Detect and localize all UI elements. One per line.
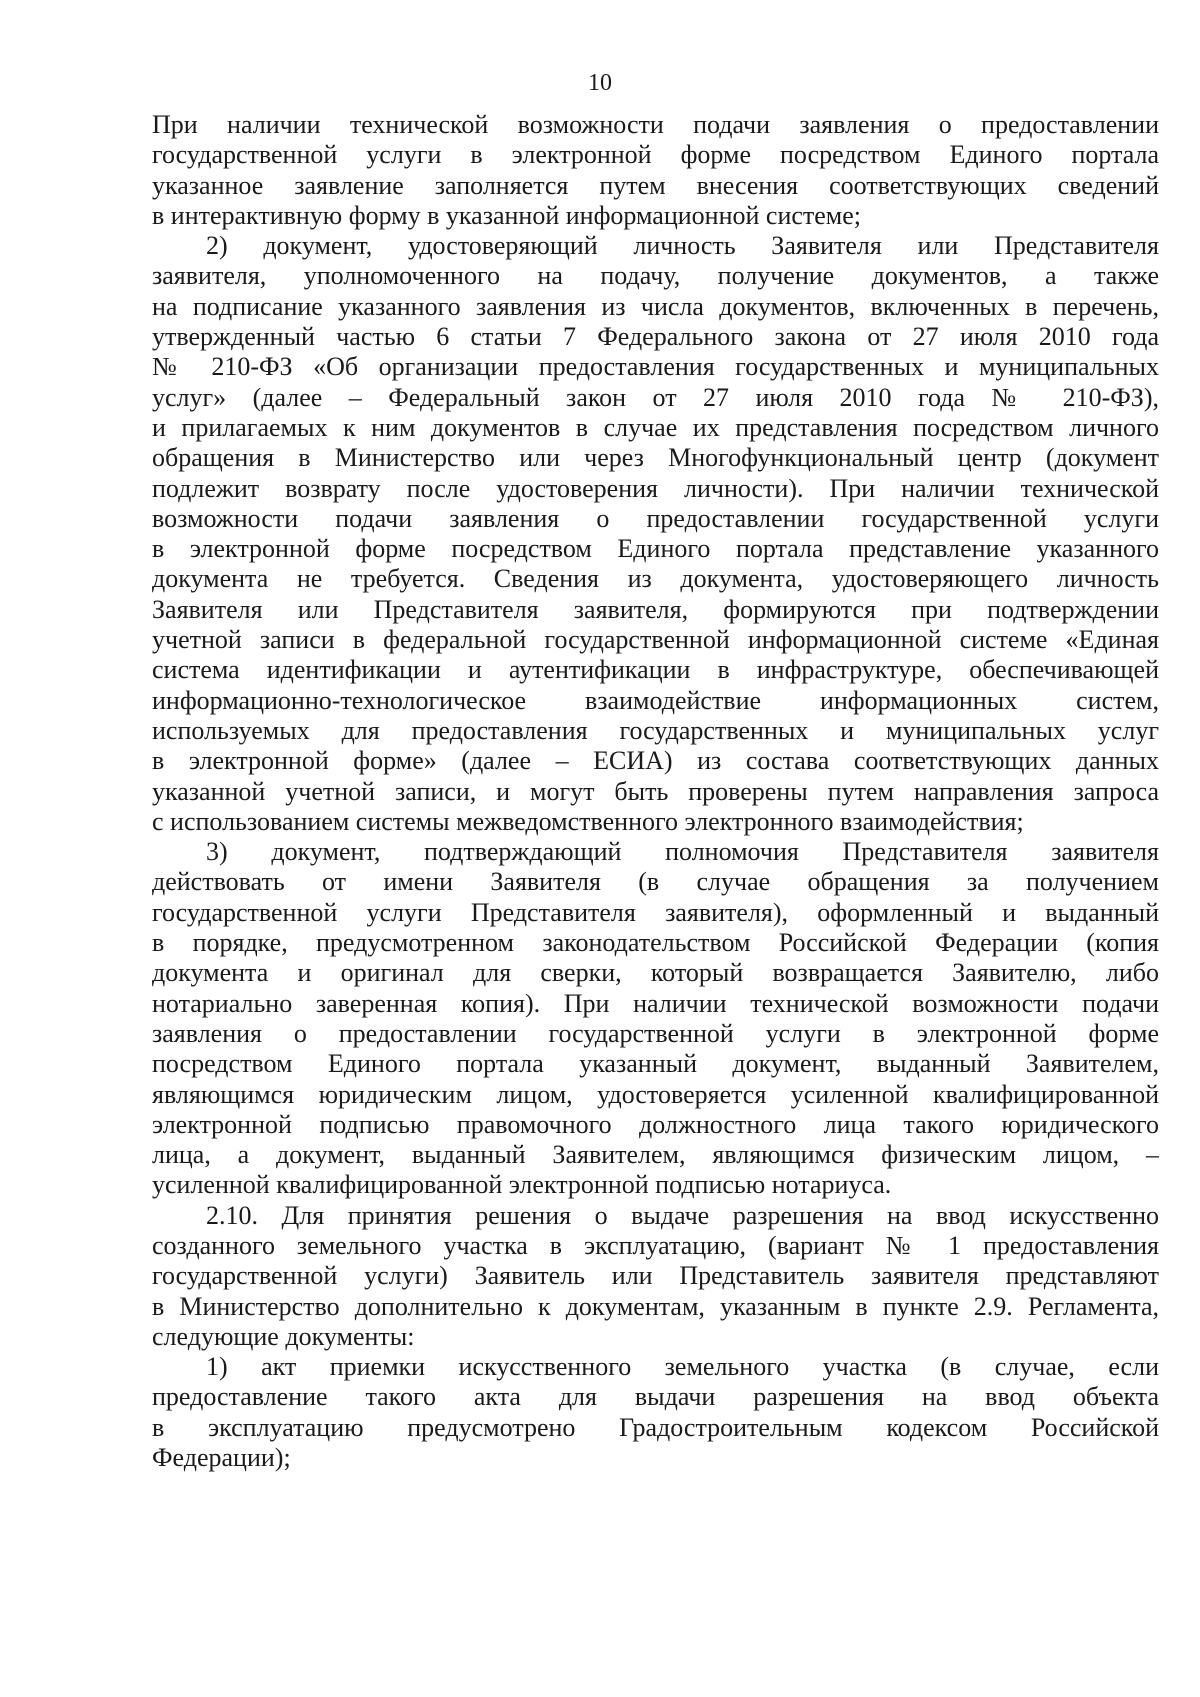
text-line: указанное заявление заполняется путем внесения соответствующих сведений <box>152 170 1159 200</box>
text-line: в электронной форме посредством Единого портала представление указанного <box>152 534 1159 564</box>
text-line: в электронной форме» (далее – ЕСИА) из состава соответствующих данных <box>152 746 1159 776</box>
text-line: указанной учетной записи, и могут быть проверены путем направления запроса <box>152 776 1159 806</box>
text-line: на подписание указанного заявления из числа документов, включенных в перечень, <box>152 291 1159 321</box>
text-line: информационно-технологическое взаимодействие информационных систем, <box>152 685 1159 715</box>
text-line: 2) документ, удостоверяющий личность Заявителя или Представителя <box>206 231 1159 261</box>
text-line: действовать от имени Заявителя (в случае обращения за получением <box>152 867 1159 897</box>
text-line: утвержденный частью 6 статьи 7 Федерального закона от 27 июля 2010 года <box>152 322 1159 352</box>
text-line: При наличии технической возможности подачи заявления о предоставлении <box>152 110 1159 139</box>
text-line: подлежит возврату после удостоверения личности). При наличии технической <box>152 473 1159 503</box>
text-line: используемых для предоставления государственных и муниципальных услуг <box>152 715 1159 745</box>
text-line: учетной записи в федеральной государственной информационной системе «Единая <box>152 625 1159 655</box>
text-line: с использованием системы межведомственного электронного взаимодействия; <box>152 806 1024 836</box>
text-line: являющимся юридическим лицом, удостоверяется усиленной квалифицированной <box>152 1079 1159 1109</box>
text-line: возможности подачи заявления о предоставлении государственной услуги <box>152 503 1159 533</box>
text-line: нотариально заверенная копия). При наличии технической возможности подачи <box>152 988 1159 1018</box>
text-line: государственной услуги) Заявитель или Представитель заявителя представляют <box>152 1261 1159 1291</box>
text-line: посредством Единого портала указанный документ, выданный Заявителем, <box>152 1049 1159 1079</box>
text-line: 3) документ, подтверждающий полномочия Представителя заявителя <box>206 837 1159 867</box>
text-line: в интерактивную форму в указанной информационной системе; <box>152 200 862 230</box>
text-line: документа и оригинал для сверки, который возвращается Заявителю, либо <box>152 958 1159 988</box>
text-line: услуг» (далее – Федеральный закон от 27 июля 2010 года № 210-ФЗ), <box>152 382 1159 412</box>
text-line: № 210-ФЗ «Об организации предоставления государственных и муниципальных <box>152 352 1159 382</box>
page-number: 10 <box>588 70 612 96</box>
text-line: в эксплуатацию предусмотрено Градостроительным кодексом Российской <box>152 1412 1159 1442</box>
text-line: следующие документы: <box>152 1321 415 1351</box>
text-line: предоставление такого акта для выдачи разрешения на ввод объекта <box>152 1382 1159 1412</box>
text-line: лица, а документ, выданный Заявителем, являющимся физическим лицом, – <box>152 1140 1159 1170</box>
text-line: заявителя, уполномоченного на подачу, получение документов, а также <box>152 261 1159 291</box>
text-line: государственной услуги Представителя заявителя), оформленный и выданный <box>152 897 1159 927</box>
text-line: усиленной квалифицированной электронной подписью нотариуса. <box>152 1170 892 1200</box>
text-line: Заявителя или Представителя заявителя, формируются при подтверждении <box>152 594 1159 624</box>
text-line: заявления о предоставлении государственной услуги в электронной форме <box>152 1018 1159 1048</box>
text-line: созданного земельного участка в эксплуатацию, (вариант № 1 предоставления <box>152 1230 1159 1260</box>
text-line: государственной услуги в электронной форме посредством Единого портала <box>152 140 1159 170</box>
text-line: система идентификации и аутентификации в инфраструктуре, обеспечивающей <box>152 655 1159 685</box>
text-line: документа не требуется. Сведения из документа, удостоверяющего личность <box>152 564 1159 594</box>
text-line: обращения в Министерство или через Многофункциональный центр (документ <box>152 443 1159 473</box>
text-line: и прилагаемых к ним документов в случае их представления посредством личного <box>152 412 1159 442</box>
text-line: 2.10. Для принятия решения о выдаче разрешения на ввод искусственно <box>206 1200 1159 1230</box>
text-line: электронной подписью правомочного должностного лица такого юридического <box>152 1109 1159 1139</box>
text-line: 1) акт приемки искусственного земельного участка (в случае, если <box>206 1352 1159 1382</box>
text-line: Федерации); <box>152 1443 291 1473</box>
document-body <box>152 110 1159 1473</box>
text-line: в порядке, предусмотренном законодательством Российской Федерации (копия <box>152 928 1159 958</box>
text-line: в Министерство дополнительно к документам, указанным в пункте 2.9. Регламента, <box>152 1291 1159 1321</box>
